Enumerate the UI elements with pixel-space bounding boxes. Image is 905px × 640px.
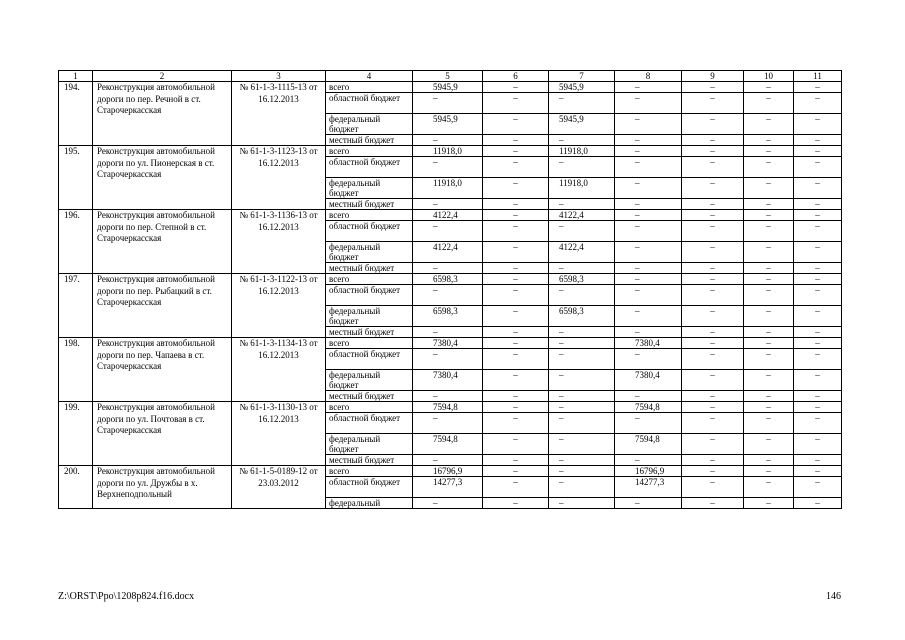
value-cell: –	[682, 455, 744, 466]
value-cell: –	[483, 327, 549, 338]
value-cell: 5945,9	[413, 114, 483, 135]
value-cell: –	[549, 434, 615, 455]
value-cell: 5945,9	[413, 82, 483, 93]
value-cell: –	[744, 93, 794, 114]
funding-source: всего	[326, 338, 413, 349]
column-number-header	[59, 71, 842, 82]
value-cell: –	[615, 93, 682, 114]
funding-source: федеральный бюджет	[326, 370, 413, 391]
value-cell: –	[744, 370, 794, 391]
value-cell: –	[615, 199, 682, 210]
value-cell: –	[413, 349, 483, 370]
value-cell: –	[615, 146, 682, 157]
value-cell: –	[744, 455, 794, 466]
value-cell: 11918,0	[413, 146, 483, 157]
value-cell: –	[483, 306, 549, 327]
value-cell: 4122,4	[549, 210, 615, 221]
table-row	[59, 210, 842, 221]
value-cell: 11918,0	[549, 146, 615, 157]
value-cell: –	[413, 93, 483, 114]
value-cell: –	[682, 327, 744, 338]
value-cell: –	[794, 221, 842, 242]
row-number: 198.	[59, 338, 93, 402]
funding-source: областной бюджет	[326, 285, 413, 306]
value-cell: –	[483, 370, 549, 391]
value-cell: –	[615, 221, 682, 242]
object-name: Реконструкция автомобильной дороги по пер. Речной в ст. Старочеркасская	[93, 82, 232, 146]
value-cell: –	[794, 498, 842, 509]
column-header-7: 7	[549, 71, 615, 82]
funding-source: федеральный бюджет	[326, 178, 413, 199]
column-header-5: 5	[413, 71, 483, 82]
value-cell: –	[549, 455, 615, 466]
column-header-9: 9	[682, 71, 744, 82]
value-cell: –	[549, 135, 615, 146]
value-cell: –	[413, 327, 483, 338]
value-cell: –	[549, 93, 615, 114]
value-cell: –	[794, 402, 842, 413]
design-doc: № 61-1-3-1115-13 от 16.12.2013	[232, 82, 326, 146]
row-number: 196.	[59, 210, 93, 274]
value-cell: –	[615, 413, 682, 434]
value-cell: –	[744, 210, 794, 221]
funding-source: федеральный бюджет	[326, 306, 413, 327]
value-cell: –	[549, 327, 615, 338]
value-cell: –	[682, 466, 744, 477]
value-cell: –	[615, 242, 682, 263]
funding-source: всего	[326, 210, 413, 221]
value-cell: –	[483, 413, 549, 434]
value-cell: –	[483, 178, 549, 199]
funding-source: областной бюджет	[326, 157, 413, 178]
value-cell: –	[794, 93, 842, 114]
object-name: Реконструкция автомобильной дороги по ул. Дружбы в х. Верхнеподпольный	[93, 466, 232, 509]
footer-page-number: 146	[826, 591, 841, 602]
value-cell: –	[682, 370, 744, 391]
value-cell: –	[483, 498, 549, 509]
value-cell: –	[794, 263, 842, 274]
value-cell: –	[413, 455, 483, 466]
value-cell: –	[549, 263, 615, 274]
row-number: 195.	[59, 146, 93, 210]
value-cell: –	[682, 242, 744, 263]
value-cell: –	[483, 135, 549, 146]
value-cell: –	[744, 135, 794, 146]
value-cell: –	[682, 498, 744, 509]
value-cell: 7380,4	[413, 370, 483, 391]
value-cell: –	[549, 466, 615, 477]
value-cell: –	[549, 221, 615, 242]
value-cell: –	[682, 274, 744, 285]
column-header-1: 1	[59, 71, 93, 82]
value-cell: –	[483, 477, 549, 498]
value-cell: 14277,3	[615, 477, 682, 498]
funding-source: федеральный бюджет	[326, 434, 413, 455]
value-cell: –	[794, 178, 842, 199]
value-cell: 7594,8	[413, 402, 483, 413]
value-cell: –	[682, 82, 744, 93]
value-cell: –	[744, 402, 794, 413]
value-cell: –	[615, 306, 682, 327]
value-cell: –	[483, 114, 549, 135]
funding-source: местный бюджет	[326, 199, 413, 210]
value-cell: –	[549, 285, 615, 306]
value-cell: –	[682, 285, 744, 306]
value-cell: –	[794, 242, 842, 263]
value-cell: –	[744, 242, 794, 263]
value-cell: –	[615, 455, 682, 466]
value-cell: –	[682, 178, 744, 199]
budget-table-page	[58, 70, 841, 509]
value-cell: –	[682, 349, 744, 370]
value-cell: –	[483, 455, 549, 466]
funding-source: федеральный бюджет	[326, 114, 413, 135]
value-cell: –	[744, 327, 794, 338]
value-cell: –	[794, 413, 842, 434]
funding-source: областной бюджет	[326, 413, 413, 434]
funding-source: федеральный бюджет	[326, 242, 413, 263]
value-cell: –	[682, 210, 744, 221]
object-name: Реконструкция автомобильной дороги по пер. Чапаева в ст. Старочеркасская	[93, 338, 232, 402]
value-cell: –	[483, 263, 549, 274]
value-cell: –	[615, 210, 682, 221]
funding-source: всего	[326, 402, 413, 413]
value-cell: –	[615, 82, 682, 93]
value-cell: –	[744, 349, 794, 370]
value-cell: –	[682, 114, 744, 135]
value-cell: –	[615, 114, 682, 135]
value-cell: 4122,4	[413, 210, 483, 221]
value-cell: –	[744, 199, 794, 210]
value-cell: –	[682, 477, 744, 498]
value-cell: –	[483, 349, 549, 370]
value-cell: –	[794, 210, 842, 221]
value-cell: –	[682, 263, 744, 274]
funding-source: всего	[326, 274, 413, 285]
value-cell: –	[794, 477, 842, 498]
value-cell: –	[483, 466, 549, 477]
value-cell: –	[794, 434, 842, 455]
value-cell: –	[615, 157, 682, 178]
value-cell: –	[483, 434, 549, 455]
value-cell: 7594,8	[615, 402, 682, 413]
value-cell: 11918,0	[549, 178, 615, 199]
value-cell: –	[794, 285, 842, 306]
funding-source: областной бюджет	[326, 93, 413, 114]
value-cell: –	[794, 274, 842, 285]
value-cell: –	[682, 391, 744, 402]
value-cell: 14277,3	[413, 477, 483, 498]
value-cell: 6598,3	[549, 306, 615, 327]
value-cell: –	[413, 199, 483, 210]
value-cell: –	[483, 285, 549, 306]
object-name: Реконструкция автомобильной дороги по пер. Рыбацкий в ст. Старочеркасская	[93, 274, 232, 338]
value-cell: –	[413, 263, 483, 274]
value-cell: –	[744, 338, 794, 349]
value-cell: –	[744, 178, 794, 199]
value-cell: 6598,3	[413, 274, 483, 285]
value-cell: –	[794, 146, 842, 157]
funding-source: местный бюджет	[326, 327, 413, 338]
value-cell: –	[682, 402, 744, 413]
value-cell: –	[549, 370, 615, 391]
funding-source: местный бюджет	[326, 135, 413, 146]
value-cell: –	[682, 157, 744, 178]
value-cell: –	[413, 498, 483, 509]
value-cell: –	[744, 477, 794, 498]
design-doc: № 61-1-5-0189-12 от 23.03.2012	[232, 466, 326, 509]
value-cell: –	[682, 221, 744, 242]
funding-source: областной бюджет	[326, 221, 413, 242]
value-cell: –	[794, 327, 842, 338]
value-cell: 7594,8	[413, 434, 483, 455]
value-cell: 16796,9	[615, 466, 682, 477]
value-cell: –	[744, 114, 794, 135]
table-row	[59, 338, 842, 349]
row-number: 194.	[59, 82, 93, 146]
value-cell: 5945,9	[549, 114, 615, 135]
value-cell: 6598,3	[413, 306, 483, 327]
value-cell: –	[744, 263, 794, 274]
value-cell: –	[682, 434, 744, 455]
value-cell: –	[413, 413, 483, 434]
value-cell: –	[744, 285, 794, 306]
value-cell: –	[483, 221, 549, 242]
value-cell: –	[794, 391, 842, 402]
column-header-11: 11	[794, 71, 842, 82]
value-cell: –	[682, 306, 744, 327]
value-cell: –	[413, 221, 483, 242]
footer-file-path: Z:\ORST\Ppo\1208p824.f16.docx	[58, 591, 195, 602]
column-header-6: 6	[483, 71, 549, 82]
design-doc: № 61-1-3-1134-13 от 16.12.2013	[232, 338, 326, 402]
value-cell: –	[682, 93, 744, 114]
funding-source: областной бюджет	[326, 349, 413, 370]
value-cell: 7380,4	[413, 338, 483, 349]
funding-source: местный бюджет	[326, 455, 413, 466]
funding-source: областной бюджет	[326, 477, 413, 498]
table-row	[59, 82, 842, 93]
column-header-8: 8	[615, 71, 682, 82]
value-cell: –	[483, 199, 549, 210]
funding-source: местный бюджет	[326, 391, 413, 402]
value-cell: –	[794, 370, 842, 391]
value-cell: –	[413, 135, 483, 146]
value-cell: –	[794, 82, 842, 93]
value-cell: –	[615, 178, 682, 199]
row-number: 197.	[59, 274, 93, 338]
value-cell: –	[483, 402, 549, 413]
design-doc: № 61-1-3-1122-13 от 16.12.2013	[232, 274, 326, 338]
value-cell: 7594,8	[615, 434, 682, 455]
value-cell: 16796,9	[413, 466, 483, 477]
value-cell: –	[483, 82, 549, 93]
value-cell: –	[615, 263, 682, 274]
value-cell: –	[744, 82, 794, 93]
value-cell: –	[483, 210, 549, 221]
design-doc: № 61-1-3-1136-13 от 16.12.2013	[232, 210, 326, 274]
budget-table	[58, 70, 842, 509]
value-cell: –	[483, 93, 549, 114]
value-cell: –	[549, 391, 615, 402]
value-cell: –	[794, 338, 842, 349]
value-cell: –	[549, 199, 615, 210]
object-name: Реконструкция автомобильной дороги по пер. Степной в ст. Старочеркасская	[93, 210, 232, 274]
design-doc: № 61-1-3-1130-13 от 16.12.2013	[232, 402, 326, 466]
value-cell: –	[615, 391, 682, 402]
value-cell: –	[483, 157, 549, 178]
value-cell: –	[794, 466, 842, 477]
value-cell: –	[744, 274, 794, 285]
row-number: 200.	[59, 466, 93, 509]
value-cell: 7380,4	[615, 338, 682, 349]
value-cell: –	[682, 413, 744, 434]
value-cell: –	[483, 242, 549, 263]
funding-source: всего	[326, 466, 413, 477]
design-doc: № 61-1-3-1123-13 от 16.12.2013	[232, 146, 326, 210]
value-cell: –	[794, 157, 842, 178]
funding-source: всего	[326, 82, 413, 93]
value-cell: 6598,3	[549, 274, 615, 285]
value-cell: –	[794, 306, 842, 327]
row-number: 199.	[59, 402, 93, 466]
value-cell: –	[483, 391, 549, 402]
value-cell: –	[483, 338, 549, 349]
value-cell: –	[744, 466, 794, 477]
value-cell: –	[549, 157, 615, 178]
value-cell: –	[413, 157, 483, 178]
value-cell: –	[744, 157, 794, 178]
table-row	[59, 402, 842, 413]
value-cell: –	[744, 498, 794, 509]
value-cell: –	[794, 135, 842, 146]
value-cell: –	[744, 434, 794, 455]
value-cell: 7380,4	[615, 370, 682, 391]
value-cell: –	[744, 391, 794, 402]
column-header-10: 10	[744, 71, 794, 82]
value-cell: –	[483, 274, 549, 285]
value-cell: –	[615, 274, 682, 285]
value-cell: –	[549, 349, 615, 370]
value-cell: –	[413, 285, 483, 306]
object-name: Реконструкция автомобильной дороги по ул. Пионерская в ст. Старочеркасская	[93, 146, 232, 210]
value-cell: –	[682, 338, 744, 349]
value-cell: –	[549, 338, 615, 349]
value-cell: –	[794, 455, 842, 466]
table-row	[59, 274, 842, 285]
value-cell: –	[744, 306, 794, 327]
value-cell: –	[794, 114, 842, 135]
value-cell: –	[549, 402, 615, 413]
value-cell: –	[794, 349, 842, 370]
value-cell: –	[549, 413, 615, 434]
column-header-2: 2	[93, 71, 232, 82]
table-row	[59, 146, 842, 157]
value-cell: –	[483, 146, 549, 157]
value-cell: –	[682, 135, 744, 146]
value-cell: –	[615, 135, 682, 146]
value-cell: 5945,9	[549, 82, 615, 93]
value-cell: –	[682, 199, 744, 210]
value-cell: –	[615, 327, 682, 338]
column-header-3: 3	[232, 71, 326, 82]
value-cell: –	[744, 221, 794, 242]
value-cell: 4122,4	[549, 242, 615, 263]
funding-source: федеральный	[326, 498, 413, 509]
funding-source: местный бюджет	[326, 263, 413, 274]
value-cell: –	[549, 498, 615, 509]
value-cell: 4122,4	[413, 242, 483, 263]
value-cell: –	[682, 146, 744, 157]
value-cell: –	[615, 349, 682, 370]
object-name: Реконструкция автомобильной дороги по ул. Почтовая в ст. Старочеркасская	[93, 402, 232, 466]
value-cell: –	[794, 199, 842, 210]
value-cell: –	[413, 391, 483, 402]
value-cell: –	[615, 285, 682, 306]
value-cell: 11918,0	[413, 178, 483, 199]
funding-source: всего	[326, 146, 413, 157]
value-cell: –	[744, 146, 794, 157]
value-cell: –	[744, 413, 794, 434]
value-cell: –	[615, 498, 682, 509]
table-row	[59, 466, 842, 477]
column-header-4: 4	[326, 71, 413, 82]
value-cell: –	[549, 477, 615, 498]
